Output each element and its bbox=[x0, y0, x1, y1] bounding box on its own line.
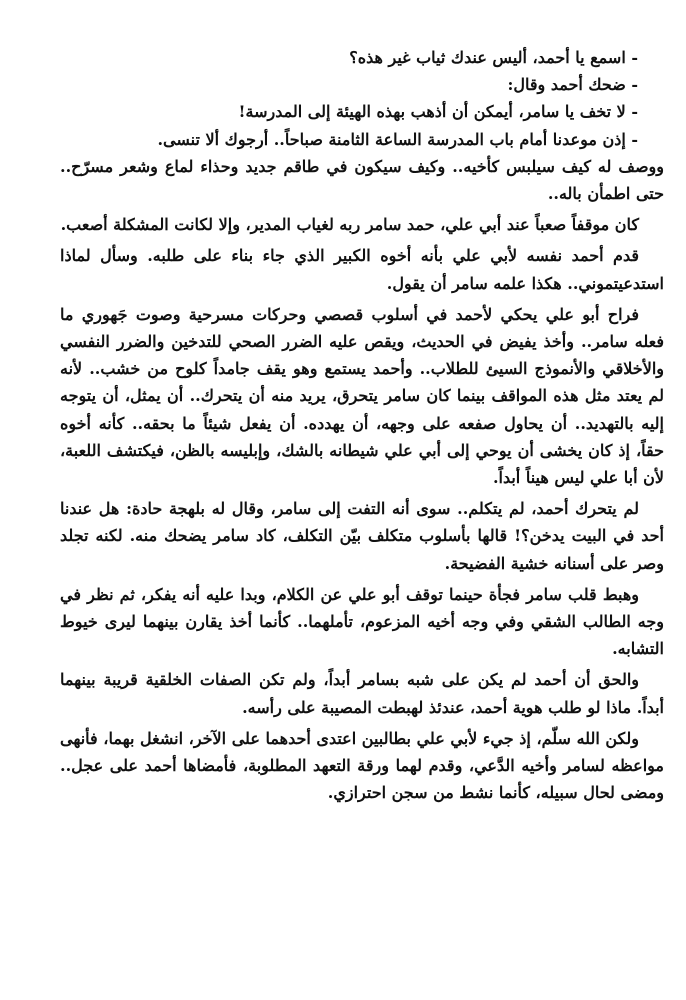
paragraph: ووصف له كيف سيلبس كأخيه.. وكيف سيكون في طاقم جديد وحذاء لماع وشعر مسرّح.. حتى اطمأن باله.. bbox=[60, 156, 664, 204]
dialogue-line: - إذن موعدنا أمام باب المدرسة الساعة الثامنة صباحاً.. أرجوك ألا تنسى. bbox=[157, 129, 638, 149]
book-page bbox=[60, 44, 664, 806]
paragraph: وهبط قلب سامر فجأة حينما توقف أبو علي عن الكلام، وبدا عليه أنه يفكر، ثم نظر في وجه الطالب الشقي وفي وجه أخيه المزعوم، تأملهما.. كأنما أخذ يقارن بينهما ليرى خيوط التشابه. bbox=[60, 584, 665, 659]
paragraph: ولكن الله سلّم، إذ جيء لأبي علي بطالبين اعتدى أحدهما على الآخر، انشغل بهما، فأنهى مواعظه لسامر وأخيه الدَّعي، وقدم لهما ورقة التعهد المطلوبة، فأمضاها أحمد على عجل.. ومضى لحال سبيله، كأنما نشط من سجن احترازي. bbox=[60, 728, 664, 803]
paragraph: كان موقفاً صعباً عند أبي علي، حمد سامر ربه لغياب المدير، وإلا لكانت المشكلة أصعب. bbox=[60, 215, 639, 235]
paragraph: قدم أحمد نفسه لأبي علي بأنه أخوه الكبير الذي جاء بناء على طلبه. وسأل لماذا استدعيتموني.. هكذا علمه سامر أن يقول. bbox=[60, 246, 664, 293]
paragraph: لم يتحرك أحمد، لم يتكلم.. سوى أنه التفت إلى سامر، وقال له بلهجة حادة: هل عندنا أحد في البيت يدخن؟! قالها بأسلوب متكلف بيّن التكلف، كاد سامر يضحك منه. لكنه تجلد وصر على أسنانه خشية الفضيحة. bbox=[60, 499, 664, 573]
dialogue-line: - ضحك أحمد وقال: bbox=[507, 75, 638, 95]
dialogue-line: - لا تخف يا سامر، أيمكن أن أذهب بهذه الهيئة إلى المدرسة! bbox=[238, 102, 638, 122]
paragraph: فراح أبو علي يحكي لأحمد في أسلوب قصصي وحركات مسرحية وصوت جَهوري ما فعله سامر.. وأخذ يفيض في الحديث، ويقص عليه الضرر الصحي للتدخين والضرر النفسي والأخلاقي والأنموذج السيئ للطلاب.. وأحمد يستمع وهو يقف جامداً كلوح من خشب.. لأنه لم يعتد مثل هذه المواقف بينما كان سامر يتحرق، يريد منه أن يتحرك.. أن يمثل، أن يتوجه إليه بالتهديد.. أن يحاول صفعه على وجهه، أن يهدده. أن يفعل شيئاً ما بحقه.. كأنه أخوه حقاً، إذ كان يخشى أن يوحي إلى أبي علي شيطانه بالشك، وإبليسه بالظن، فيكتشف اللعبة، لأن أبا علي ليس هيناً أبداً. bbox=[60, 304, 664, 488]
paragraph: والحق أن أحمد لم يكن على شبه بسامر أبداً، ولم تكن الصفات الخلقية قريبة بينهما أبداً. ماذا لو طلب هوية أحمد، عندئذ لهبطت المصيبة على رأسه. bbox=[60, 670, 664, 717]
dialogue-line: - اسمع يا أحمد، أليس عندك ثياب غير هذه؟ bbox=[349, 48, 638, 67]
